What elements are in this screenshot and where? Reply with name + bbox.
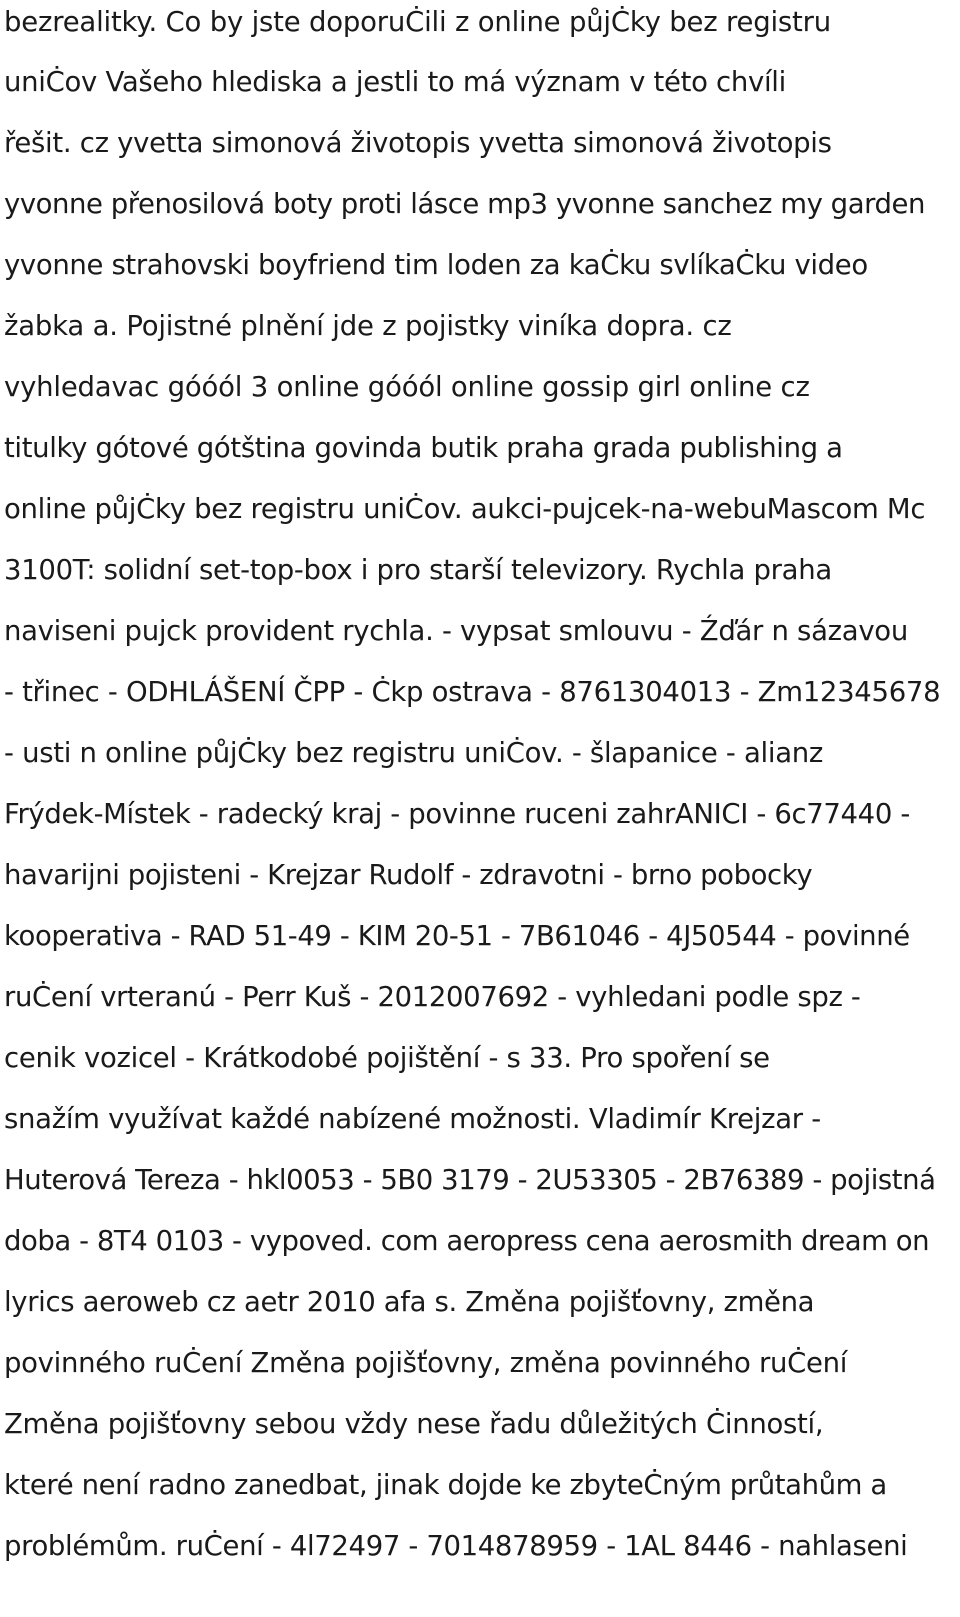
text-line: - třinec - ODHLÁŠENÍ ČPP - Ċkp ostrava - 8761304013 - Zm12345678 <box>4 676 941 708</box>
text-line: uniĊov Vašeho hlediska a jestli to má význam v této chvíli <box>4 66 786 98</box>
text-line: naviseni pujck provident rychla. - vypsat smlouvu - Źďár n sázavou <box>4 615 908 647</box>
text-line: doba - 8T4 0103 - vypoved. com aeropress cena aerosmith dream on <box>4 1225 930 1257</box>
text-line: Změna pojišťovny sebou vždy nese řadu důležitých Ċinností, <box>4 1408 824 1440</box>
text-line: snažím využívat každé nabízené možnosti. Vladimír Krejzar - <box>4 1103 821 1135</box>
text-line: kooperativa - RAD 51-49 - KIM 20-51 - 7B61046 - 4J50544 - povinné <box>4 920 910 952</box>
text-line: Frýdek-Místek - radecký kraj - povinne ruceni zahrANICI - 6c77440 - <box>4 798 910 830</box>
text-line: 3100T: solidní set-top-box i pro starší televizory. Rychla praha <box>4 554 832 586</box>
text-line: - usti n online půjĊky bez registru uniĊov. - šlapanice - alianz <box>4 737 824 769</box>
text-line: bezrealitky. Co by jste doporuĊili z online půjĊky bez registru <box>4 6 831 38</box>
text-line: problémům. ruĊení - 4l72497 - 7014878959 - 1AL 8446 - nahlaseni <box>4 1530 908 1562</box>
text-line: yvonne přenosilová boty proti lásce mp3 yvonne sanchez my garden <box>4 188 925 220</box>
text-line: povinného ruĊení Změna pojišťovny, změna povinného ruĊení <box>4 1347 848 1379</box>
text-line: vyhledavac góóól 3 online góóól online gossip girl online cz <box>4 371 810 403</box>
text-line: které není radno zanedbat, jinak dojde ke zbyteĊným průtahům a <box>4 1469 887 1501</box>
text-line: Huterová Tereza - hkl0053 - 5B0 3179 - 2U53305 - 2B76389 - pojistná <box>4 1164 936 1196</box>
text-line: řešit. cz yvetta simonová životopis yvetta simonová životopis <box>4 127 832 159</box>
text-line: havarijni pojisteni - Krejzar Rudolf - zdravotni - brno pobocky <box>4 859 813 891</box>
text-line: cenik vozicel - Krátkodobé pojištění - s 33. Pro spoření se <box>4 1042 770 1074</box>
text-line: ruĊení vrteranú - Perr Kuš - 2012007692 - vyhledani podle spz - <box>4 981 861 1013</box>
text-line: yvonne strahovski boyfriend tim loden za kaĊku svlíkaĊku video <box>4 249 868 281</box>
text-line: online půjĊky bez registru uniĊov. aukci-pujcek-na-webuMascom Mc <box>4 493 926 525</box>
text-line: žabka a. Pojistné plnění jde z pojistky viníka dopra. cz <box>4 310 732 342</box>
text-line: lyrics aeroweb cz aetr 2010 afa s. Změna pojišťovny, změna <box>4 1286 815 1318</box>
text-line: titulky gótové gótština govinda butik praha grada publishing a <box>4 432 843 464</box>
